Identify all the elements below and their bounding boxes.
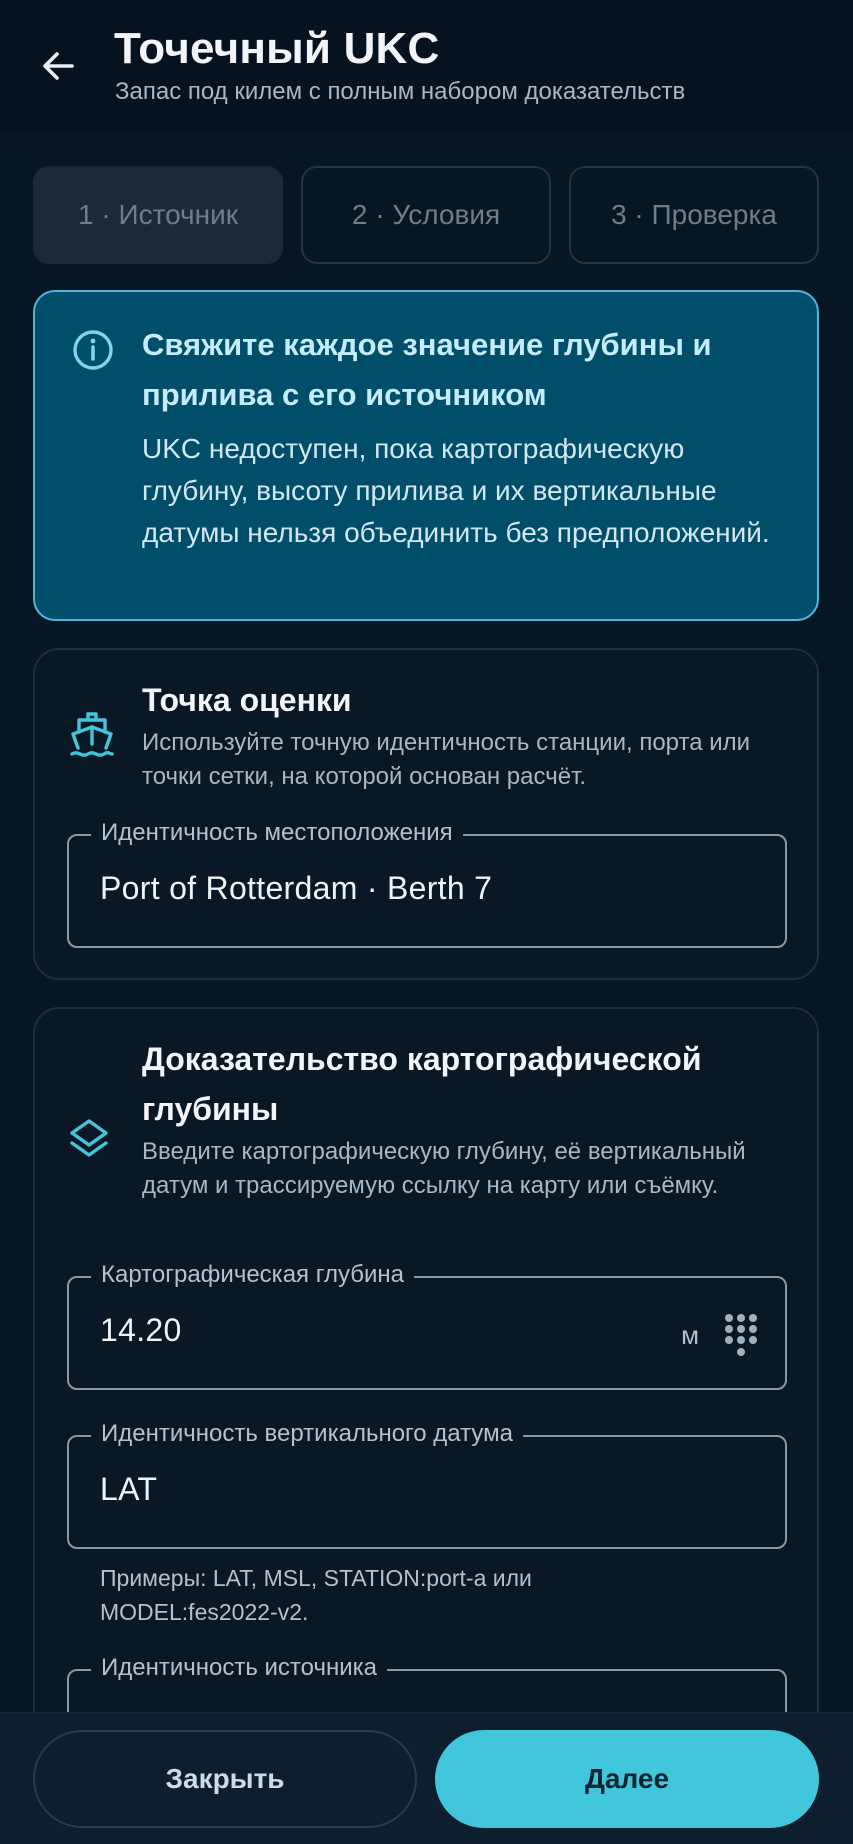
depth-unit: м (681, 1320, 699, 1350)
vertical-datum-field[interactable] (67, 1420, 787, 1549)
ship-icon (68, 710, 116, 762)
location-identity-value[interactable]: Port of Rotterdam · Berth 7 (100, 870, 493, 906)
chart-depth-field[interactable] (67, 1261, 787, 1390)
layers-icon (68, 1117, 110, 1161)
next-button[interactable] (435, 1730, 819, 1828)
source-identity-label: Идентичность источника (91, 1654, 387, 1682)
chart-depth-description: Введите картографическую глубину, её вертикальный датум и трассируемую ссылку на карту или съёмку. (142, 1138, 746, 1199)
page-subtitle: Запас под килем с полным набором доказательств (115, 78, 686, 105)
datum-helper-text: Примеры: LAT, MSL, STATION:port-a или MODEL:fes2022-v2. (100, 1565, 532, 1625)
chart-depth-label: Картографическая глубина (91, 1261, 414, 1289)
bottom-action-bar (0, 1712, 853, 1844)
close-button-label: Закрыть (165, 1763, 285, 1794)
page-title: Точечный UKC (114, 24, 440, 73)
arrow-left-icon (38, 46, 78, 86)
close-button[interactable] (33, 1730, 417, 1828)
next-button-label: Далее (584, 1763, 670, 1794)
step-source[interactable] (33, 166, 283, 264)
keypad-icon[interactable] (721, 1310, 761, 1360)
info-icon (71, 328, 115, 372)
vertical-datum-value[interactable]: LAT (100, 1471, 158, 1507)
location-identity-field[interactable] (67, 819, 787, 948)
assessment-point-title: Точка оценки (142, 682, 352, 718)
info-title: Свяжите каждое значение глубины и прилива с его источником (142, 327, 712, 412)
info-body: UKC недоступен, пока картографическую глубину, высоту прилива и их вертикальные датумы нельзя объединить без предположений. (142, 433, 770, 548)
top-app-bar (0, 0, 853, 132)
step-label: 3 · Проверка (611, 199, 777, 230)
step-label: 1 · Источник (78, 199, 238, 230)
assessment-point-description: Используйте точную идентичность станции, порта или точки сетки, на которой основан расчёт. (142, 729, 751, 790)
vertical-datum-label: Идентичность вертикального датума (91, 1420, 523, 1448)
info-banner (33, 290, 819, 621)
assessment-point-card (33, 648, 819, 980)
chart-depth-card (33, 1007, 819, 1807)
chart-depth-value[interactable]: 14.20 (100, 1312, 182, 1348)
chart-depth-title: Доказательство картографической глубины (142, 1041, 702, 1127)
step-conditions[interactable] (301, 166, 551, 264)
step-check[interactable] (569, 166, 819, 264)
location-identity-label: Идентичность местоположения (91, 819, 463, 847)
step-label: 2 · Условия (351, 199, 501, 230)
back-button[interactable] (24, 24, 92, 108)
